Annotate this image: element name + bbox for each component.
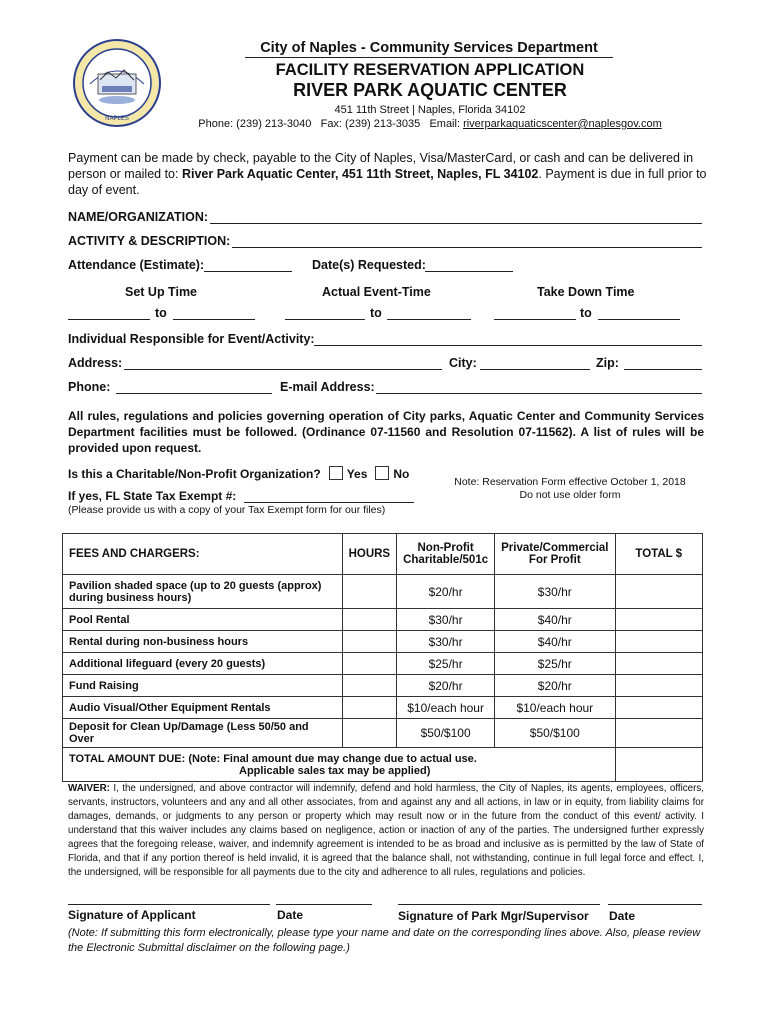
name-org-label: NAME/ORGANIZATION: [68, 210, 209, 224]
fee-name: Additional lifeguard (every 20 guests) [63, 653, 343, 675]
activity-label: ACTIVITY & DESCRIPTION: [68, 234, 231, 248]
form-effective-note [430, 476, 710, 502]
private-rate: $25/hr [495, 653, 615, 675]
grand-total-cell[interactable] [615, 748, 703, 782]
hours-cell[interactable] [342, 675, 397, 697]
hours-cell[interactable] [342, 631, 397, 653]
table-row [63, 631, 703, 653]
zip-field[interactable] [624, 369, 702, 370]
facility-title: RIVER PARK AQUATIC CENTER [293, 80, 567, 100]
applicant-signature-label: Signature of Applicant [68, 908, 196, 922]
phone-number: Phone: (239) 213-3040 [198, 118, 312, 130]
private-header: Private/Commercial For Profit [495, 534, 615, 575]
table-row [63, 719, 703, 748]
phone-field[interactable] [116, 393, 272, 394]
note-line-2: Do not use older form [519, 489, 621, 501]
attendance-field[interactable] [204, 271, 292, 272]
manager-date-label: Date [609, 909, 636, 923]
form-title: FACILITY RESERVATION APPLICATION [275, 61, 585, 79]
hours-cell[interactable] [342, 575, 397, 609]
nonprofit-question-text: Is this a Charitable/Non-Profit Organization? [68, 467, 321, 481]
email-label: Email: [429, 118, 460, 130]
private-rate: $50/$100 [495, 719, 615, 748]
tax-exempt-note: (Please provide us with a copy of your Tax Exempt form for our files) [68, 504, 386, 516]
payment-intro: Payment can be made by check, payable to the City of Naples, Visa/MasterCard, or cash and can be delivered in person or mailed to: [68, 151, 694, 181]
tax-exempt-label: If yes, FL State Tax Exempt #: [68, 489, 237, 503]
payment-address: River Park Aquatic Center, 451 11th Street, Naples, FL 34102 [181, 167, 539, 181]
waiver-body: I, the undersigned, and above contractor will indemnify, defend and hold harmless, the City of Naples, its agents, employees, officers, servants, instructors, volunteers and any and all other associates, from and against any and all actions, in law or in equity, from liability claims for damages, demands, or judgments to any person or property which may result now or in the future from the conduct of this event/ activity. I understand that this waiver includes any claims based on negligence, action or inaction of any of the parties. The undersigned further expressly agrees that the foregoing release, waiver, and indemnify agreement is intended to be as broad and inclusive as is permitted by the law of State of Florida, and that if any portion thereof is held invalid, it is agreed that the balance shall, not withstanding, continue in full legal force and effect. I, the undersigned, will be responsible for all payments due to the city and adherence to all rules, regulations and policies. [68, 783, 704, 878]
email-link[interactable]: riverparkaquaticscenter@naplesgov.com [463, 118, 662, 130]
total-row [63, 748, 703, 782]
fee-name: Pavilion shaded space (up to 20 guests (approx) during business hours) [63, 575, 343, 609]
nonprofit-rate: $20/hr [397, 675, 495, 697]
total-amount-due [63, 748, 616, 782]
total-cell[interactable] [615, 697, 703, 719]
facility-address: 451 11th Street | Naples, Florida 34102 [334, 104, 526, 116]
fees-header-row [63, 534, 703, 575]
manager-date-field[interactable] [608, 904, 702, 905]
nonprofit-question [68, 466, 409, 481]
nonprofit-rate: $10/each hour [397, 697, 495, 719]
payment-instructions [68, 150, 708, 198]
rules-statement: All rules, regulations and policies governing operation of City parks, Aquatic Center and Community Services Department facilities must be followed. (Ordinance 07-11560 and Resolution 07-11562). A list of rules will be provided upon request. [68, 409, 704, 455]
fee-name: Fund Raising [63, 675, 343, 697]
total-header: TOTAL $ [615, 534, 703, 575]
table-row [63, 575, 703, 609]
hours-header: HOURS [342, 534, 397, 575]
manager-signature-field[interactable] [398, 904, 600, 905]
fee-name: Deposit for Clean Up/Damage (Less 50/50 and Over [63, 719, 343, 748]
takedown-end-field[interactable] [598, 319, 680, 320]
fax-number: Fax: (239) 213-3035 [320, 118, 421, 130]
tax-exempt-field[interactable] [244, 502, 414, 503]
total-cell[interactable] [615, 719, 703, 748]
waiver-label: WAIVER: [68, 783, 110, 794]
private-rate: $20/hr [495, 675, 615, 697]
fees-table [62, 533, 703, 782]
department-name: City of Naples - Community Services Department [245, 40, 613, 58]
nonprofit-rate: $30/hr [397, 631, 495, 653]
fee-name: Rental during non-business hours [63, 631, 343, 653]
nonprofit-rate: $30/hr [397, 609, 495, 631]
table-row [63, 653, 703, 675]
takedown-time-label: Take Down Time [537, 285, 635, 299]
to-label: to [580, 306, 592, 320]
to-label: to [370, 306, 382, 320]
activity-field[interactable] [232, 247, 702, 248]
payment-tail: . Payment is due in full prior to day of event. [68, 167, 707, 197]
private-rate: $10/each hour [495, 697, 615, 719]
note-line-1: Note: Reservation Form effective October 1, 2018 [454, 476, 686, 488]
responsible-field[interactable] [314, 345, 702, 346]
total-cell[interactable] [615, 675, 703, 697]
table-row [63, 675, 703, 697]
setup-start-field[interactable] [68, 319, 150, 320]
applicant-signature-field[interactable] [68, 904, 270, 905]
electronic-submittal-note: (Note: If submitting this form electronically, please type your name and date on the corresponding lines above. Also, please review the Electronic Submittal disclaimer on the following page.) [68, 927, 701, 954]
hours-cell[interactable] [342, 697, 397, 719]
total-cell[interactable] [615, 575, 703, 609]
address-field[interactable] [124, 369, 442, 370]
total-cell[interactable] [615, 631, 703, 653]
email-address-field[interactable] [376, 393, 702, 394]
city-label: City: [449, 356, 477, 370]
city-seal-logo [72, 38, 162, 128]
hours-cell[interactable] [342, 609, 397, 631]
setup-end-field[interactable] [173, 319, 255, 320]
email-address-label: E-mail Address: [280, 380, 375, 394]
responsible-label: Individual Responsible for Event/Activity: [68, 332, 315, 346]
no-label: No [393, 467, 410, 481]
nonprofit-header: Non-Profit Charitable/501c [397, 534, 495, 575]
svg-text:NAPLES: NAPLES [105, 116, 129, 122]
nonprofit-rate: $20/hr [397, 575, 495, 609]
private-rate: $40/hr [495, 609, 615, 631]
private-rate: $30/hr [495, 575, 615, 609]
attendance-label: Attendance (Estimate): [68, 258, 205, 272]
dates-field[interactable] [425, 271, 513, 272]
zip-label: Zip: [596, 356, 619, 370]
phone-label: Phone: [68, 380, 111, 394]
name-org-field[interactable] [210, 223, 702, 224]
takedown-start-field[interactable] [494, 319, 576, 320]
city-field[interactable] [480, 369, 590, 370]
event-start-field[interactable] [285, 319, 365, 320]
contact-line [180, 118, 680, 130]
to-label: to [155, 306, 167, 320]
fees-header: FEES AND CHARGERS: [63, 534, 343, 575]
applicant-date-field[interactable] [276, 904, 372, 905]
yes-label: Yes [346, 467, 368, 481]
private-rate: $40/hr [495, 631, 615, 653]
total-cell[interactable] [615, 609, 703, 631]
nonprofit-rate: $25/hr [397, 653, 495, 675]
hours-cell[interactable] [342, 719, 397, 748]
address-label: Address: [68, 356, 123, 370]
applicant-date-label: Date [277, 908, 304, 922]
yes-checkbox[interactable] [329, 466, 343, 480]
total-cell[interactable] [615, 653, 703, 675]
dates-label: Date(s) Requested: [312, 258, 426, 272]
waiver-text [68, 782, 704, 880]
table-row [63, 609, 703, 631]
manager-signature-label: Signature of Park Mgr/Supervisor [398, 909, 589, 923]
event-time-label: Actual Event-Time [322, 285, 431, 299]
no-checkbox[interactable] [375, 466, 389, 480]
total-note-line-1: TOTAL AMOUNT DUE: (Note: Final amount due may change due to actual use. [69, 752, 477, 765]
hours-cell[interactable] [342, 653, 397, 675]
table-row [63, 697, 703, 719]
event-end-field[interactable] [387, 319, 471, 320]
total-note-line-2: Applicable sales tax may be applied) [239, 764, 431, 777]
nonprofit-rate: $50/$100 [397, 719, 495, 748]
setup-time-label: Set Up Time [125, 285, 198, 299]
fee-name: Pool Rental [63, 609, 343, 631]
fee-name: Audio Visual/Other Equipment Rentals [63, 697, 343, 719]
